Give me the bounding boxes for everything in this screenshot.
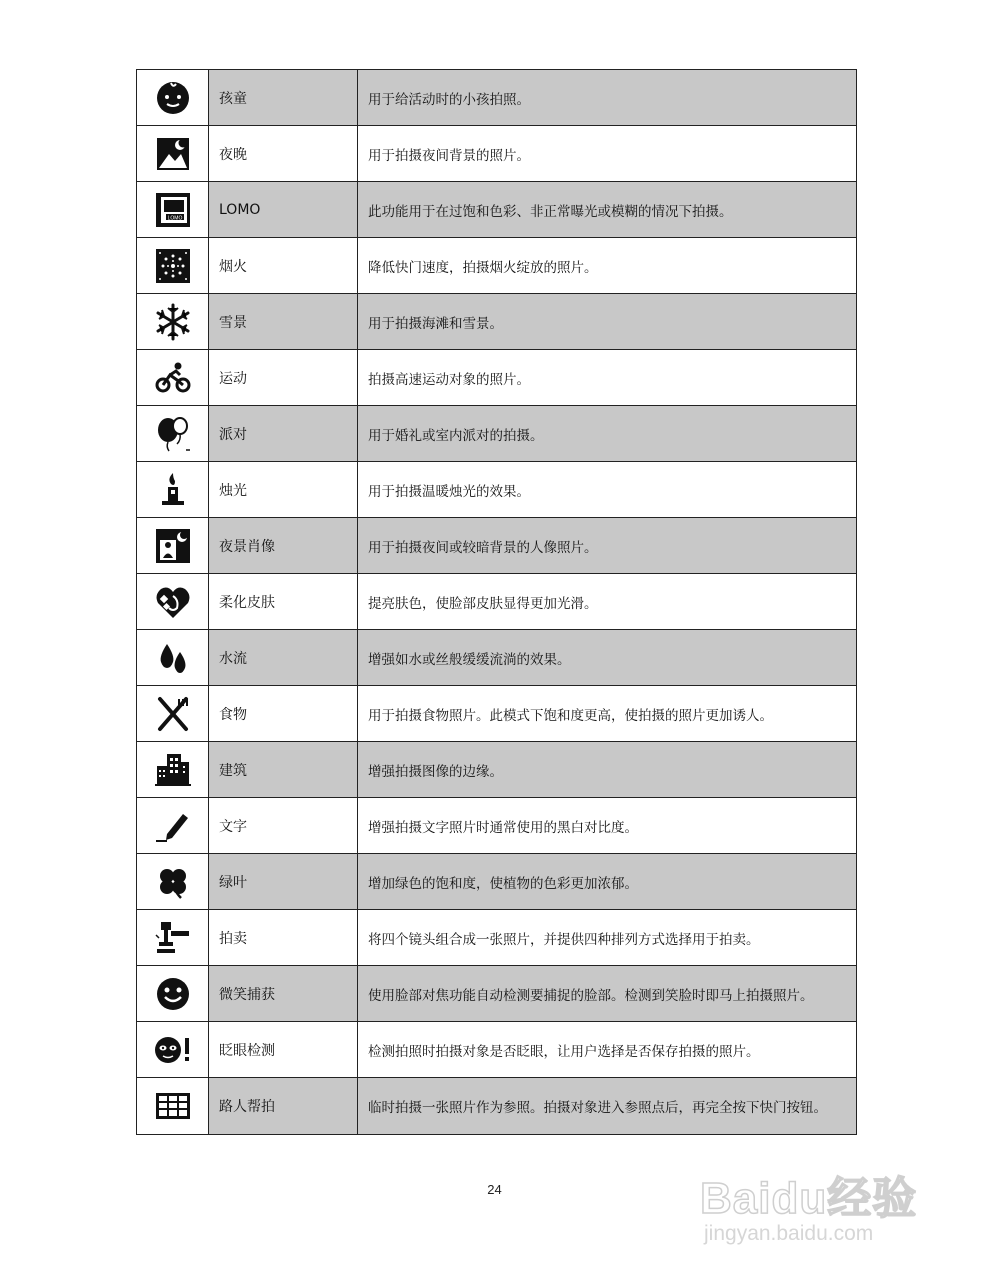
fork-knife-icon [153,694,193,734]
scene-mode-table [136,69,857,1135]
table-row [137,630,856,686]
mode-name: 路人帮拍 [209,1078,358,1134]
table-row [137,126,856,182]
table-row [137,518,856,574]
icon-cell [137,742,209,797]
icon-cell [137,1022,209,1077]
watermark-url: jingyan.baidu.com [704,1222,874,1245]
icon-cell [137,182,209,237]
mode-name: 雪景 [209,294,358,349]
svg-text:LOMO: LOMO [167,215,182,221]
table-row [137,238,856,294]
icon-cell [137,350,209,405]
mode-description: 使用脸部对焦功能自动检测要捕捉的脸部。检测到笑脸时即马上拍摄照片。 [358,966,856,1021]
mode-description: 用于拍摄夜间或较暗背景的人像照片。 [358,518,856,573]
mode-name: 孩童 [209,70,358,125]
smile-face-icon [153,974,193,1014]
mode-description: 用于拍摄温暖烛光的效果。 [368,483,530,500]
table-row [137,910,856,966]
mode-description: 降低快门速度，拍摄烟火绽放的照片。 [368,259,598,276]
mode-description: 用于拍摄食物照片。此模式下饱和度更高，使拍摄的照片更加诱人。 [368,707,773,724]
pencil-icon [153,806,193,846]
mode-description: 用于给活动时的小孩拍照。 [358,70,856,125]
icon-cell [137,630,209,685]
table-row [137,462,856,518]
mode-name: 水流 [209,630,358,685]
mode-description: 用于拍摄海滩和雪景。 [358,294,856,349]
mode-name: 柔化皮肤 [209,574,358,629]
mode-description: 用于拍摄夜间背景的照片。 [368,147,530,164]
mode-description: 增强拍摄图像的边缘。 [358,742,856,797]
table-row [137,574,856,630]
table-row [137,1078,856,1134]
table-row [137,350,856,406]
mode-name: 派对 [209,406,358,461]
icon-cell [137,910,209,965]
table-row [137,798,856,854]
mode-description: 临时拍摄一张照片作为参照。拍摄对象进入参照点后，再完全按下快门按钮。 [358,1078,856,1134]
mode-description: 检测拍照时拍摄对象是否眨眼，让用户选择是否保存拍摄的照片。 [368,1043,760,1060]
icon-cell [137,70,209,125]
mode-name: 运动 [209,350,358,405]
fireworks-icon [153,246,193,286]
mode-name: 绿叶 [209,854,358,909]
blink-detect-icon [153,1030,193,1070]
mode-description: 此功能用于在过饱和色彩、非正常曝光或模糊的情况下拍摄。 [358,182,856,237]
mode-description: 将四个镜头组合成一张照片，并提供四种排列方式选择用于拍卖。 [368,931,760,948]
icon-cell [137,406,209,461]
mode-name: 烛光 [209,462,358,517]
table-row [137,406,856,462]
clover-icon [153,862,193,902]
mode-name: 拍卖 [209,910,358,965]
icon-cell [137,126,209,181]
icon-cell [137,854,209,909]
building-icon [153,750,193,790]
table-row [137,70,856,126]
night-portrait-icon [153,526,193,566]
mode-name: 微笑捕获 [209,966,358,1021]
icon-cell [137,966,209,1021]
icon-cell [137,686,209,741]
balloons-icon [153,414,193,454]
table-row [137,742,856,798]
mode-name: 文字 [209,798,358,853]
icon-cell [137,518,209,573]
icon-cell [137,574,209,629]
table-row [137,686,856,742]
cyclist-icon [153,358,193,398]
child-face-icon [153,78,193,118]
table-row [137,966,856,1022]
mode-description: 增加绿色的饱和度，使植物的色彩更加浓郁。 [358,854,856,909]
table-row [137,1022,856,1078]
lomo-camera-icon [153,190,193,230]
table-row [137,854,856,910]
mode-name: 眨眼检测 [209,1022,358,1077]
snowflake-icon [153,302,193,342]
mode-name: 食物 [209,686,358,741]
mode-description: 增强如水或丝般缓缓流淌的效果。 [358,630,856,685]
water-drops-icon [153,638,193,678]
mode-description: 拍摄高速运动对象的照片。 [368,371,530,388]
icon-cell [137,294,209,349]
watermark [700,1140,940,1260]
mode-name: 建筑 [209,742,358,797]
icon-cell [137,462,209,517]
icon-cell [137,238,209,293]
icon-cell [137,798,209,853]
table-row [137,294,856,350]
candle-icon [153,470,193,510]
auction-gavel-icon [153,918,193,958]
grid-frame-icon [153,1086,193,1126]
table-row [137,182,856,238]
page-number: 24 [487,1182,502,1197]
mode-name: 夜景肖像 [209,518,358,573]
mode-description: 提亮肤色，使脸部皮肤显得更加光滑。 [368,595,598,612]
mode-name: 烟火 [209,238,358,293]
icon-cell [137,1078,209,1134]
night-landscape-icon [153,134,193,174]
mode-name: LOMO [209,182,358,237]
mode-description: 增强拍摄文字照片时通常使用的黑白对比度。 [368,819,638,836]
soft-skin-heart-icon [153,582,193,622]
mode-description: 用于婚礼或室内派对的拍摄。 [358,406,856,461]
watermark-brand: Baidu经验 [700,1174,918,1223]
mode-name: 夜晚 [209,126,358,181]
